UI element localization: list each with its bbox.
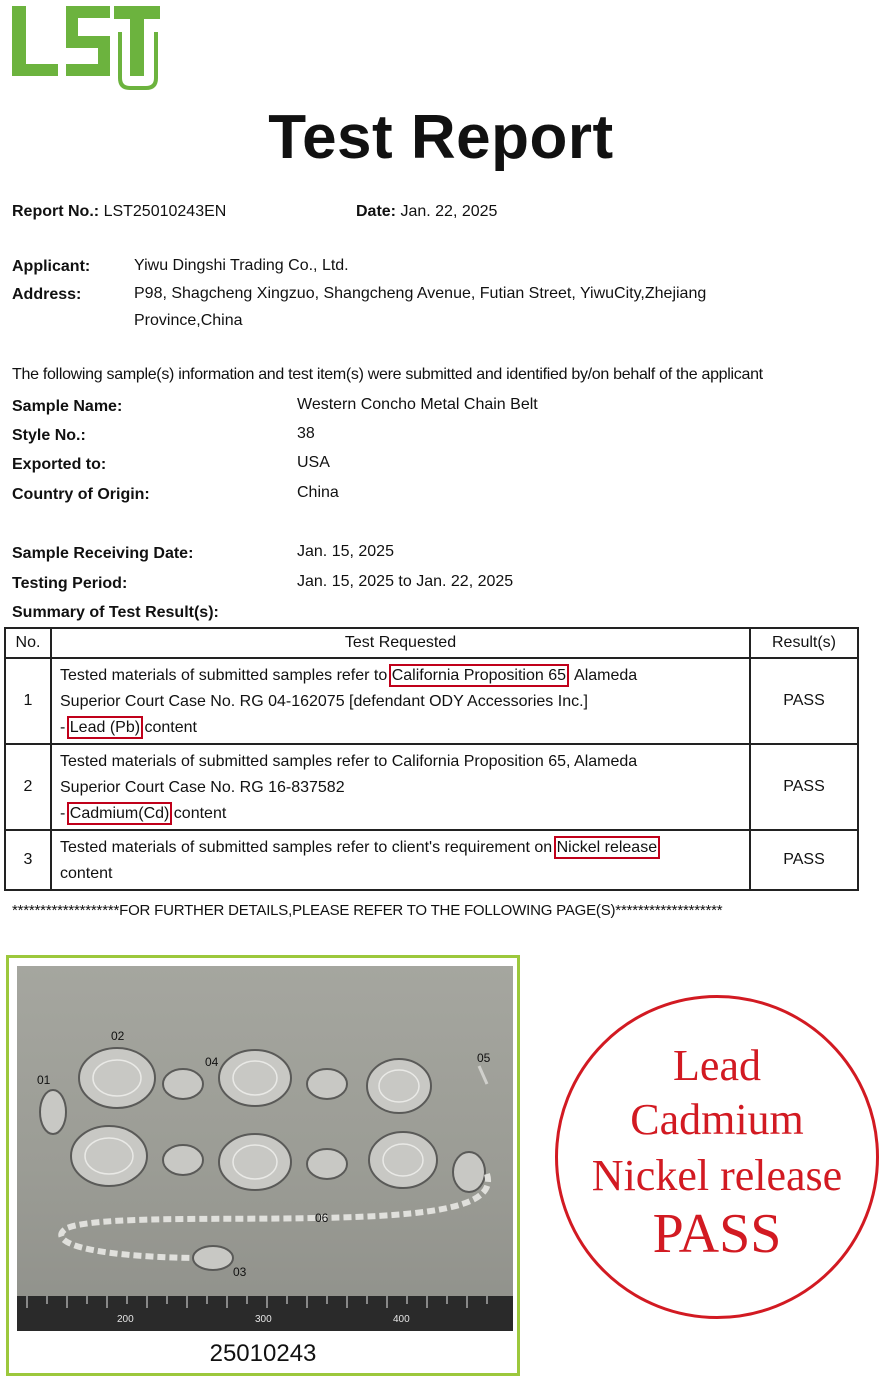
further-details-note: *******************FOR FURTHER DETAILS,PLEASE REFER TO THE FOLLOWING PAGE(S)******************* xyxy=(12,902,723,919)
report-number xyxy=(12,202,226,222)
product-photo xyxy=(17,966,513,1331)
stamp-cadmium: Cadmium xyxy=(630,1095,804,1144)
ruler-mark: 200 xyxy=(117,1314,134,1325)
test-requested-cell xyxy=(51,830,750,890)
table-row xyxy=(5,830,858,890)
highlight-box: Cadmium(Cd) xyxy=(69,805,170,822)
text-line: Superior Court Case No. RG 16-837582 xyxy=(60,779,345,796)
style-no-value: 38 xyxy=(297,425,315,442)
test-requested-cell xyxy=(51,658,750,744)
country-of-origin-value: China xyxy=(297,484,339,501)
text-fragment: Tested materials of submitted samples refer to client's requirement on xyxy=(60,839,557,856)
report-number-label: Report No.: xyxy=(12,203,100,220)
part-label: 01 xyxy=(37,1073,51,1087)
exported-to-value: USA xyxy=(297,454,330,471)
address-label: Address: xyxy=(12,286,82,303)
result-cell: PASS xyxy=(750,830,858,890)
highlight-box: California Proposition 65 xyxy=(391,667,567,684)
results-table xyxy=(4,627,859,891)
report-date-value: Jan. 22, 2025 xyxy=(400,203,498,220)
text-line: content xyxy=(60,865,113,882)
page-title: Test Report xyxy=(268,103,614,172)
highlight-box: Lead (Pb) xyxy=(69,719,141,736)
stamp-nickel-release: Nickel release xyxy=(591,1151,843,1200)
part-label: 06 xyxy=(315,1211,329,1225)
report-date xyxy=(356,202,497,222)
text-fragment: - xyxy=(60,805,70,822)
row-number: 1 xyxy=(5,658,51,744)
header-results: Result(s) xyxy=(750,628,858,658)
part-label: 05 xyxy=(477,1051,491,1065)
table-row xyxy=(5,744,858,830)
receiving-date-label: Sample Receiving Date: xyxy=(12,545,194,562)
product-photo-frame xyxy=(6,955,520,1376)
part-label: 02 xyxy=(111,1029,125,1043)
part-label: 03 xyxy=(233,1265,247,1279)
address-line-2: Province,China xyxy=(134,312,243,329)
lst-logo xyxy=(10,2,160,90)
testing-period-value: Jan. 15, 2025 to Jan. 22, 2025 xyxy=(297,573,514,590)
intro-text: The following sample(s) information and test item(s) were submitted and identified by/on behalf of the applicant xyxy=(12,366,763,383)
stamp-pass: PASS xyxy=(652,1203,782,1265)
table-row xyxy=(5,658,858,744)
header-no: No. xyxy=(5,628,51,658)
text-fragment: Tested materials of submitted samples refer to xyxy=(60,667,392,684)
applicant-value: Yiwu Dingshi Trading Co., Ltd. xyxy=(134,257,349,274)
result-cell: PASS xyxy=(750,658,858,744)
ruler-mark: 400 xyxy=(393,1314,410,1325)
pass-stamp xyxy=(555,995,879,1319)
testing-period-label: Testing Period: xyxy=(12,575,128,592)
applicant-label: Applicant: xyxy=(12,258,91,275)
sample-name-value: Western Concho Metal Chain Belt xyxy=(297,396,538,413)
part-label: 04 xyxy=(205,1055,219,1069)
text-fragment: content xyxy=(140,719,197,736)
receiving-date-value: Jan. 15, 2025 xyxy=(297,543,394,560)
text-fragment: , Alameda xyxy=(566,667,638,684)
text-line: Superior Court Case No. RG 04-162075 [defendant ODY Accessories Inc.] xyxy=(60,693,588,710)
summary-title: Summary of Test Result(s): xyxy=(12,604,219,621)
text-line: Tested materials of submitted samples refer to California Proposition 65, Alameda xyxy=(60,753,638,770)
header-test-requested: Test Requested xyxy=(51,628,750,658)
row-number: 3 xyxy=(5,830,51,890)
table-header-row xyxy=(5,628,858,658)
address-line-1: P98, Shagcheng Xingzuo, Shangcheng Avenue, Futian Street, YiwuCity,Zhejiang xyxy=(134,285,707,302)
report-number-value: LST25010243EN xyxy=(103,203,227,220)
text-fragment: - xyxy=(60,719,70,736)
stamp-lead: Lead xyxy=(673,1041,761,1090)
row-number: 2 xyxy=(5,744,51,830)
belt-illustration xyxy=(17,966,513,1331)
photo-caption: 25010243 xyxy=(209,1340,317,1367)
style-no-label: Style No.: xyxy=(12,427,86,444)
ruler-mark: 300 xyxy=(255,1314,272,1325)
result-cell: PASS xyxy=(750,744,858,830)
exported-to-label: Exported to: xyxy=(12,456,107,473)
text-fragment: content xyxy=(169,805,227,822)
sample-name-label: Sample Name: xyxy=(12,398,123,415)
report-date-label: Date: xyxy=(356,203,397,220)
country-of-origin-label: Country of Origin: xyxy=(12,486,150,503)
test-requested-cell xyxy=(51,744,750,830)
highlight-box: Nickel release xyxy=(556,839,658,856)
